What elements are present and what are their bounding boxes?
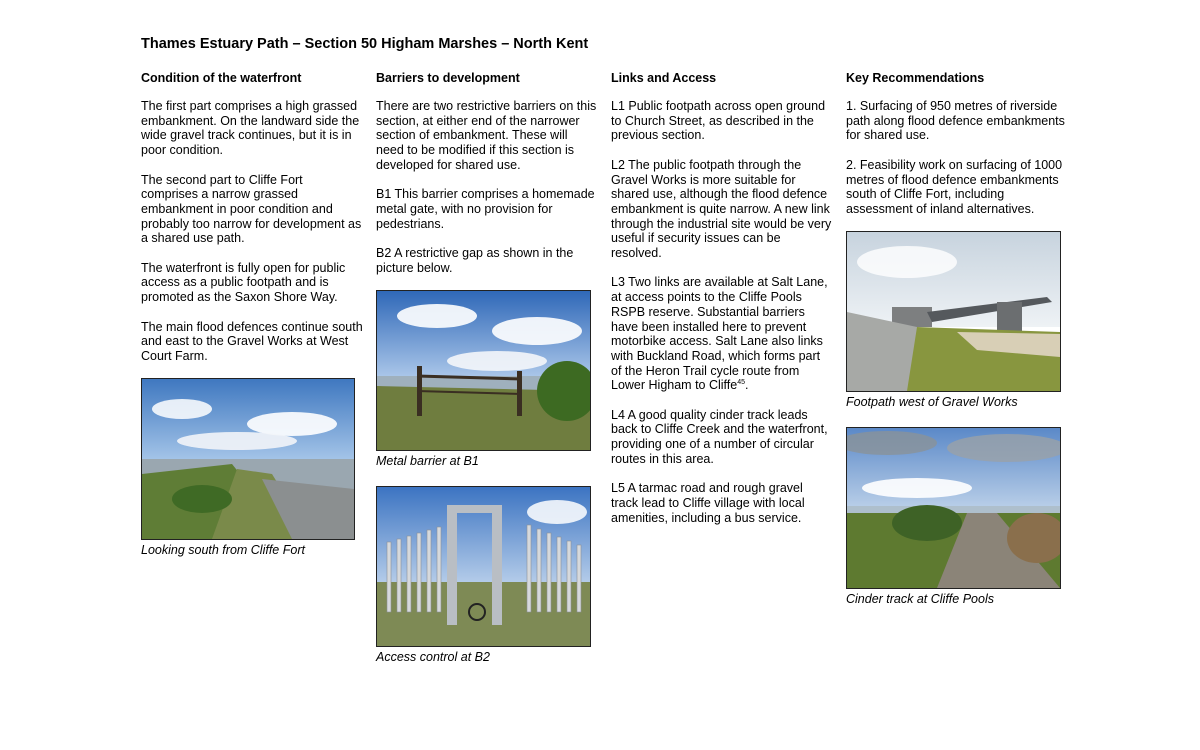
barriers-paragraph-1: There are two restrictive barriers on this section, at either end of the narrower section of embankment. These will need to be modified if this section is developed for shared use. [376,99,597,172]
photo-caption: Metal barrier at B1 [376,454,479,469]
footnote-suffix: . [745,378,749,393]
footnote-reference: 45 [737,379,746,387]
barriers-column [376,71,598,682]
condition-paragraph-1: The first part comprises a high grassed embankment. On the landward side the wide gravel track continues, but it is in poor condition. [141,99,360,158]
barriers-heading: Barriers to development [376,71,520,85]
condition-paragraph-4: The main flood defences continue south and east to the Gravel Works at West Court Farm. [141,319,363,363]
condition-paragraph-3: The waterfront is fully open for public access as a public footpath and is promoted as the Saxon Shore Way. [141,260,346,305]
links-paragraph-3 [611,275,833,393]
condition-paragraph-2: The second part to Cliffe Fort comprises a narrow grassed embankment in poor condition and probably too narrow for development as a shared use path. [141,172,362,246]
barriers-paragraph-2: B1 This barrier comprises a homemade metal gate, with no provision for pedestrians. [376,187,595,231]
barriers-paragraph-3: B2 A restrictive gap as shown in the picture below. [376,246,574,275]
page-title: Thames Estuary Path – Section 50 Higham Marshes – North Kent [141,36,589,52]
photo-metal-barrier [376,290,591,451]
links-paragraph-4: L4 A good quality cinder track leads back to Cliffe Creek and the waterfront, providing one of a number of circular routes in this area. [611,407,828,466]
photo-caption: Cinder track at Cliffe Pools [846,592,994,607]
links-heading: Links and Access [611,71,717,85]
recommendations-paragraph-2: 2. Feasibility work on surfacing of 1000 metres of flood defence embankments south of Cliffe Fort, including assessment of inland alternatives. [846,157,1063,216]
photo-caption: Access control at B2 [376,650,490,665]
photo-footpath-gravel-works [846,231,1061,392]
photo-caption: Footpath west of Gravel Works [846,395,1018,410]
condition-column [141,71,363,575]
condition-heading: Condition of the waterfront [141,71,302,85]
links-paragraph-5: L5 A tarmac road and rough gravel track lead to Cliffe village with local amenities, including a bus service. [611,481,805,525]
recommendations-paragraph-1: 1. Surfacing of 950 metres of riverside path along flood defence embankments for shared use. [846,99,1065,143]
recommendations-column [846,71,1068,624]
photo-caption: Looking south from Cliffe Fort [141,543,305,558]
photo-cinder-track [846,427,1061,589]
photo-access-control [376,486,591,647]
links-paragraph-1: L1 Public footpath across open ground to Church Street, as described in the previous section. [611,99,826,143]
links-paragraph-3-text: L3 Two links are available at Salt Lane, at access points to the Cliffe Pools RSPB reserve. Substantial barriers have been installed here to prevent motorbike access. Salt Lane also links with Buckland Road, which forms part of the Heron Trail cycle route from Lower Higham to Cliffe [611,275,828,393]
links-paragraph-2: L2 The public footpath through the Gravel Works is more suitable for shared use, although the flood defence embankment is quite narrow. A new link through the industrial site would be very useful if security issues can be resolved. [611,157,832,261]
links-column [611,71,833,540]
photo-looking-south [141,378,355,540]
recommendations-heading: Key Recommendations [846,71,985,85]
